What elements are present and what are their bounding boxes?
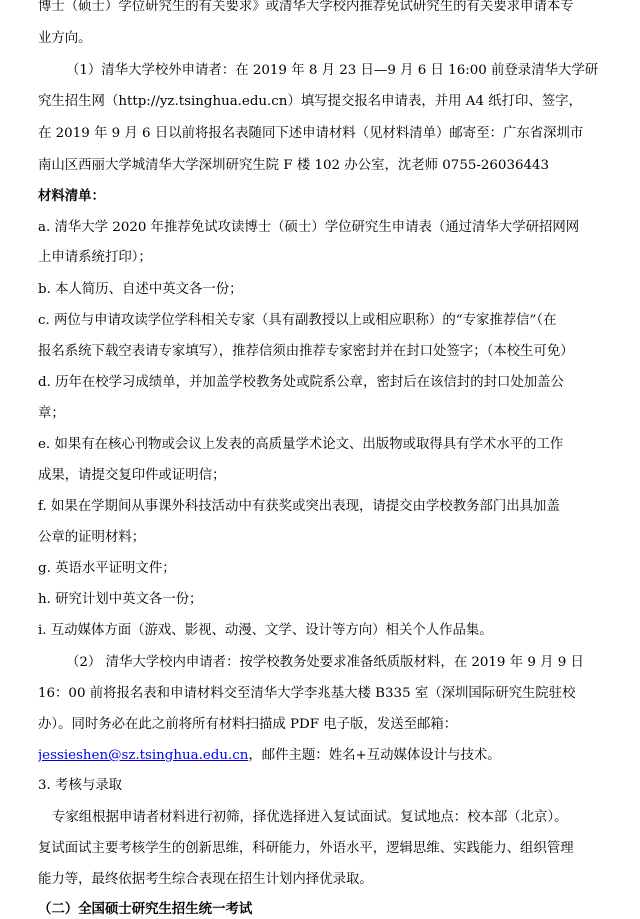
subsection-heading: （二）全国硕士研究生招生统一考试: [38, 901, 253, 917]
list-item-f: f. 如果在学期间从事课外科技活动中有获奖或突出表现，请提交由学校教务部门出具加盖: [38, 499, 560, 514]
list-item-a: a. 清华大学 2020 年推荐免试攻读博士（硕士）学位研究生申请表（通过清华大学研招网网: [38, 220, 580, 235]
list-item-h: h. 研究计划中英文各一份；: [38, 592, 203, 607]
text-span: 究生招生网（: [38, 94, 119, 109]
text-line: 在 2019 年 9 月 6 日以前将报名表随同下述申请材料（见材料清单）邮寄至：广东省深圳市: [38, 126, 584, 141]
text-line: 能力等，最终依据考生综合表现在招生计划内择优录取。: [38, 872, 373, 887]
list-item-d-cont: 章；: [38, 406, 65, 421]
text-line: 专家组根据申请者材料进行初筛，择优选择进入复试面试。复试地点：校本部（北京）。: [52, 810, 568, 825]
list-item-f-cont: 公章的证明材料；: [38, 530, 146, 545]
text-span: ）填写提交报名申请表，并用 A4 纸打印、签字，: [287, 94, 582, 109]
text-line: 业方向。: [38, 31, 92, 46]
text-line: [38, 747, 604, 765]
materials-list-heading: 材料清单：: [38, 188, 105, 204]
text-line: 16：00 前将报名表和申请材料交至清华大学李兆基大楼 B335 室（深圳国际研究生院驻校: [38, 686, 576, 701]
list-item-b: b. 本人简历、自述中英文各一份；: [38, 282, 243, 297]
text-line: 办）。同时务必在此之前将所有材料扫描成 PDF 电子版，发送至邮箱：: [38, 717, 458, 732]
list-item-e-cont: 成果，请提交复印件或证明信；: [38, 468, 226, 483]
list-item-e: e. 如果有在核心刊物或会议上发表的高质量学术论文、出版物或取得具有学术水平的工作: [38, 437, 564, 452]
list-item-c: c. 两位与申请攻读学位学科相关专家（具有副教授以上或相应职称）的“专家推荐信”（在: [38, 313, 557, 328]
text-span: ，邮件主题：姓名+互动媒体设计与技术。: [248, 748, 501, 763]
list-item-d: d. 历年在校学习成绩单，并加盖学校教务处或院系公章，密封后在该信封的封口处加盖公: [38, 375, 564, 390]
list-item-a-cont: 上申请系统打印）；: [38, 250, 152, 265]
text-line: 博士（硕士）学位研究生的有关要求》或清华大学校内推荐免试研究生的有关要求申请本专: [38, 0, 574, 14]
text-line: 复试面试主要考核学生的创新思维，科研能力，外语水平，逻辑思维、实践能力、组织管理: [38, 841, 574, 856]
section-1-heading-line: （1）清华大学校外申请者：在 2019 年 8 月 23 日—9 月 6 日 16:00 前登录清华大学研: [66, 63, 599, 78]
section-2-heading-line: （2） 清华大学校内申请者：按学校教务处要求准备纸质版材料，在 2019 年 9 月 9 日: [66, 655, 584, 670]
email-link[interactable]: jessieshen@sz.tsinghua.edu.cn: [38, 748, 249, 763]
section-3-heading: 3. 考核与录取: [38, 778, 122, 793]
website-url: http://yz.tsinghua.edu.cn: [118, 94, 288, 109]
list-item-i: i. 互动媒体方面（游戏、影视、动漫、文学、设计等方向）相关个人作品集。: [38, 623, 493, 638]
text-line: [38, 93, 604, 111]
list-item-g: g. 英语水平证明文件；: [38, 561, 176, 576]
address-line: 南山区西丽大学城清华大学深圳研究生院 F 楼 102 办公室，沈老师 0755-26036443: [38, 158, 550, 173]
list-item-c-cont: 报名系统下载空表请专家填写），推荐信须由推荐专家密封并在封口处签字；（本校生可免）: [38, 344, 574, 359]
